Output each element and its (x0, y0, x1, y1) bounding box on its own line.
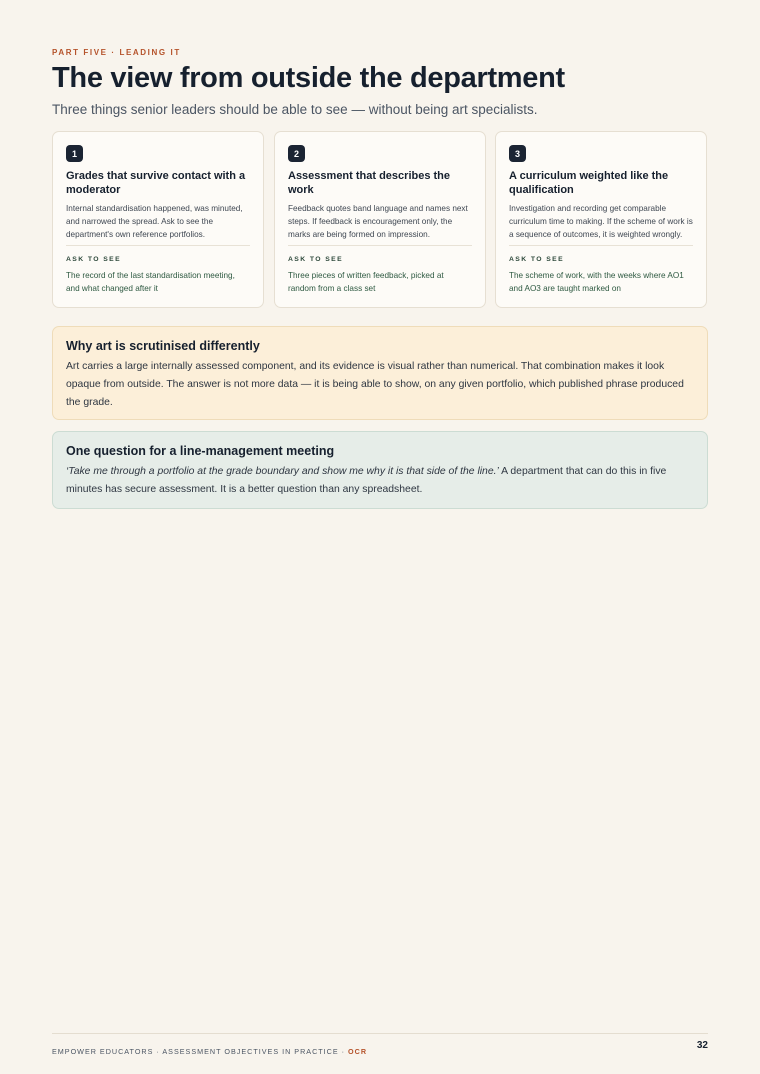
callout-body-text: A department that can do this in five minutes has secure assessment. It is a better question than any spreadsheet. (66, 466, 667, 495)
footer-left: EMPOWER EDUCATORS · ASSESSMENT OBJECTIVES IN PRACTICE · (52, 1047, 349, 1056)
ask-to-see-label: ASK TO SEE (509, 256, 565, 263)
card-body: Investigation and recording get comparable curriculum time to making. If the scheme of work is a sequence of outcomes, it is weighted wrongly. (509, 202, 693, 246)
section-kicker: PART FIVE · LEADING IT (52, 48, 181, 57)
callout-body (66, 463, 694, 499)
card-title: Grades that survive contact with a moderator (66, 170, 246, 196)
callout-quote: ‘Take me through a portfolio at the grade boundary and show me why it is that side of the line.’ (66, 466, 499, 477)
card-body: Internal standardisation happened, was minuted, and narrowed the spread. Ask to see the department's own reference portfolios. (66, 202, 250, 246)
callout-title: Why art is scrutinised differently (66, 339, 260, 353)
page-footer (52, 1033, 708, 1059)
card-row (52, 131, 708, 321)
card-3 (495, 131, 707, 308)
callout-body: Art carries a large internally assessed component, and its evidence is visual rather than numerical. That combination makes it look opaque from outside. The answer is not more data — it is being able to show, on any given portfolio, which published phrase produced the grade. (66, 361, 684, 408)
why-callout (52, 326, 708, 420)
question-callout (52, 431, 708, 509)
card-number-badge: 2 (288, 145, 305, 162)
card-body: Feedback quotes band language and names next steps. If feedback is encouragement only, the marks are being formed on impression. (288, 202, 472, 246)
card-title: Assessment that describes the work (288, 170, 451, 196)
ask-to-see-label: ASK TO SEE (288, 256, 344, 263)
card-title: A curriculum weighted like the qualification (509, 170, 669, 196)
footer-accent: OCR (348, 1047, 368, 1056)
card-number-badge: 1 (66, 145, 83, 162)
card-number-badge: 3 (509, 145, 526, 162)
footer-text (52, 1047, 367, 1056)
card-1 (52, 131, 264, 308)
ask-to-see-text: The scheme of work, with the weeks where AO1 and AO3 are taught marked on (509, 271, 684, 293)
ask-to-see-label: ASK TO SEE (66, 256, 122, 263)
page-subtitle: Three things senior leaders should be able to see — without being art specialists. (52, 102, 538, 117)
ask-to-see-text: The record of the last standardisation meeting, and what changed after it (66, 271, 235, 293)
callout-title: One question for a line-management meeting (66, 444, 335, 458)
ask-to-see-text: Three pieces of written feedback, picked at random from a class set (288, 271, 444, 293)
page-number: 32 (696, 1040, 708, 1051)
card-2 (274, 131, 486, 308)
page-title: The view from outside the department (52, 62, 565, 94)
